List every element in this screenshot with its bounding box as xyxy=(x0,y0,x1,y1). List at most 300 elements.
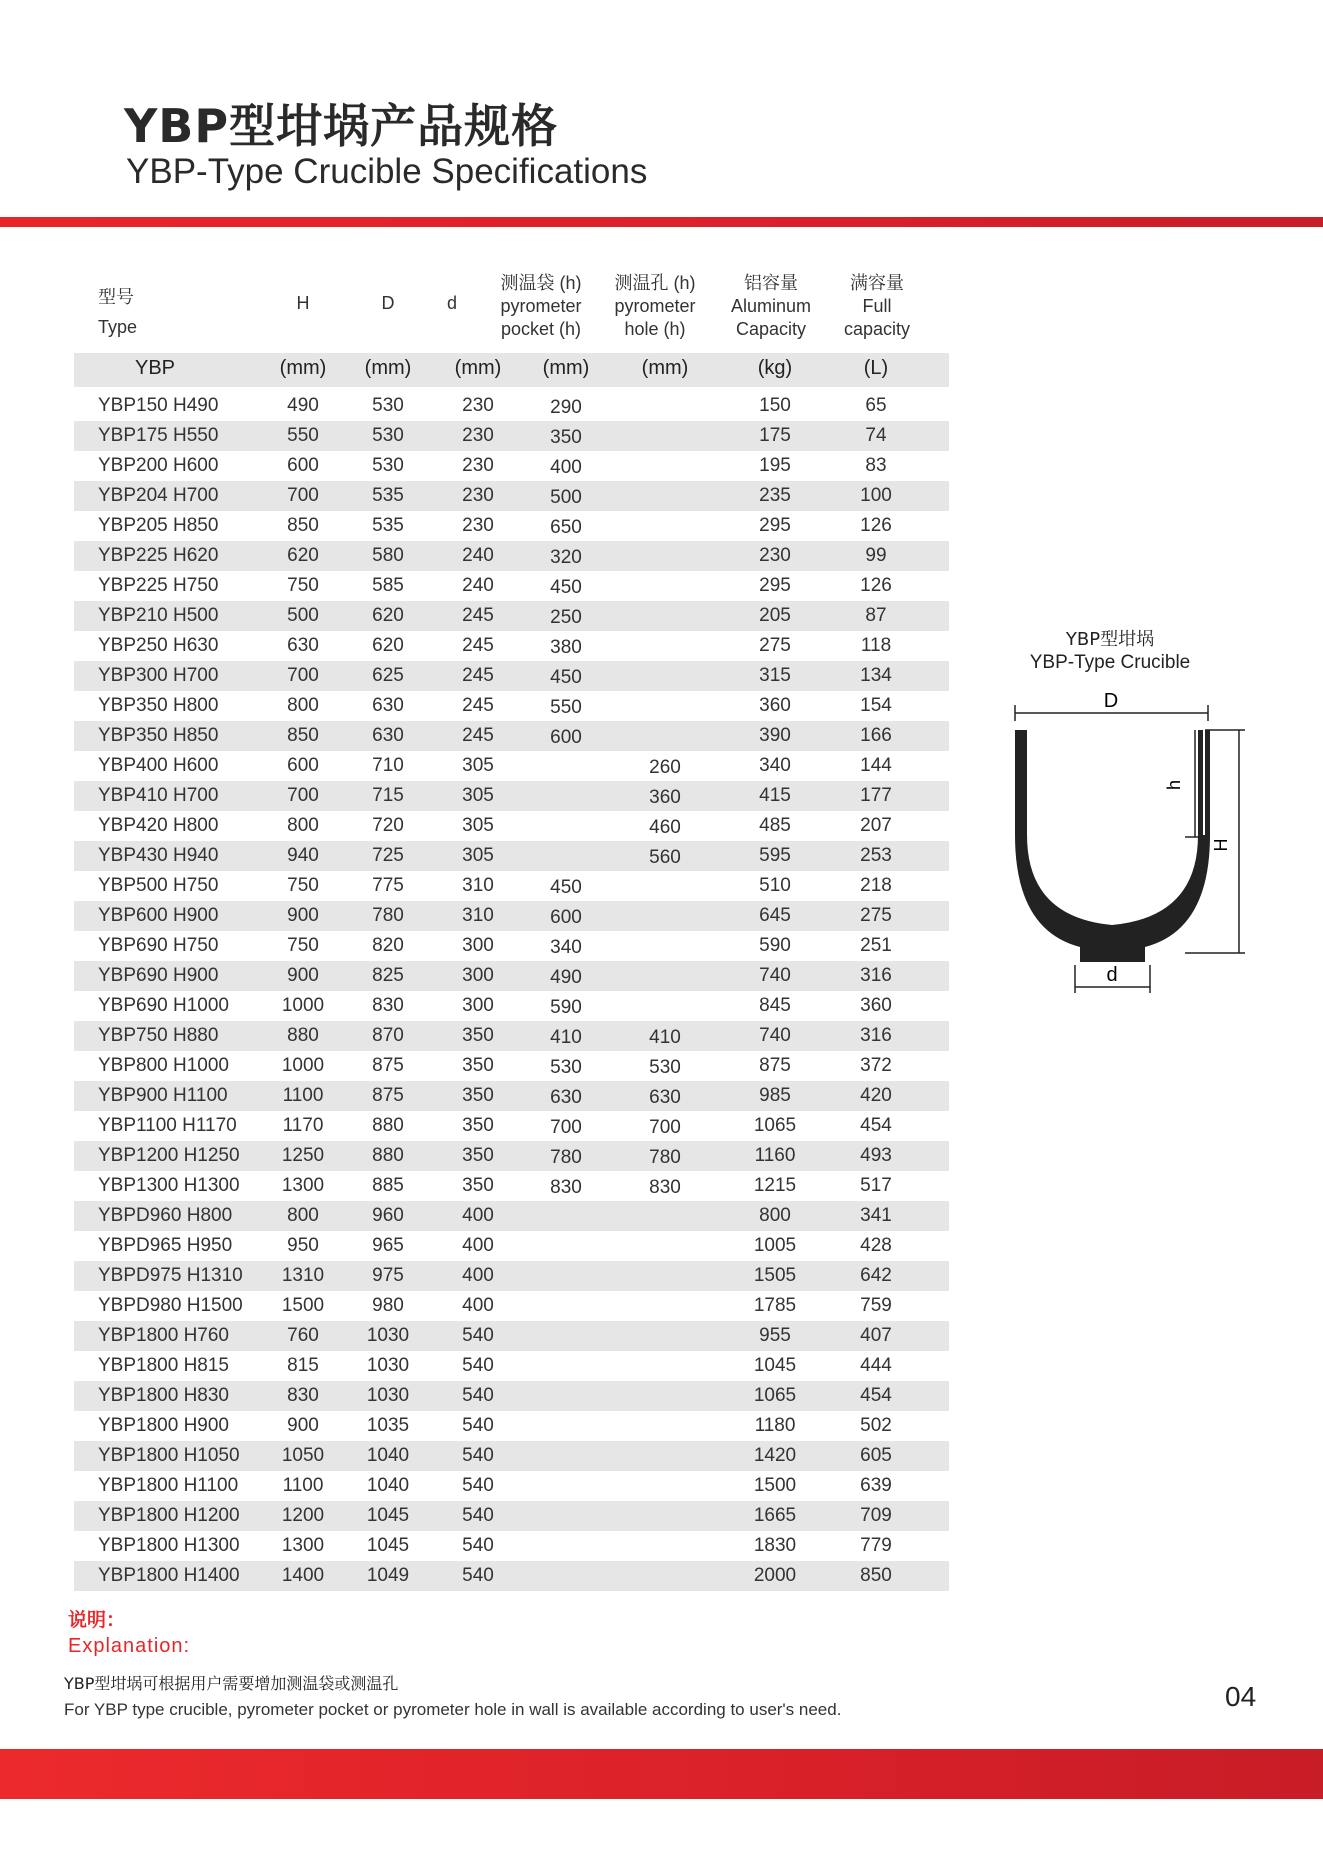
cell-type: YBP400 H600 xyxy=(98,755,219,776)
cell-h: 1400 xyxy=(281,1565,325,1586)
cell-small-d: 245 xyxy=(462,605,494,626)
table-row xyxy=(74,421,949,451)
cell-type: YBP430 H940 xyxy=(98,845,219,866)
table-row xyxy=(74,451,949,481)
cell-full-capacity: 454 xyxy=(860,1115,892,1136)
cell-h: 800 xyxy=(287,695,319,716)
header-d: d xyxy=(446,293,457,313)
cell-small-d: 540 xyxy=(462,1325,494,1346)
cell-aluminum-capacity: 415 xyxy=(759,785,791,806)
cell-full-capacity: 428 xyxy=(860,1235,892,1256)
cell-big-d: 585 xyxy=(372,575,404,596)
cell-pyrometer-hole: 630 xyxy=(649,1087,681,1108)
header-type-en: Type xyxy=(98,317,138,337)
cell-pyrometer-pocket: 490 xyxy=(550,967,582,988)
cell-full-capacity: 779 xyxy=(860,1535,892,1556)
cell-h: 1000 xyxy=(281,1055,325,1076)
h: Full xyxy=(862,296,892,316)
cell-type: YBPD975 H1310 xyxy=(98,1265,243,1286)
header-pocket xyxy=(486,272,596,341)
cell-h: 800 xyxy=(287,815,319,836)
cell-pyrometer-pocket: 320 xyxy=(550,547,582,568)
cell-h: 940 xyxy=(287,845,319,866)
cell-full-capacity: 642 xyxy=(860,1265,892,1286)
cell-small-d: 400 xyxy=(462,1235,494,1256)
cell-big-d: 1030 xyxy=(366,1385,410,1406)
cell-h: 815 xyxy=(287,1355,319,1376)
cell-full-capacity: 316 xyxy=(860,1025,892,1046)
cell-type: YBP410 H700 xyxy=(98,785,219,806)
cell-pyrometer-hole: 830 xyxy=(649,1177,681,1198)
cell-aluminum-capacity: 1045 xyxy=(753,1355,797,1376)
cell-pyrometer-hole: 360 xyxy=(649,787,681,808)
cell-full-capacity: 759 xyxy=(860,1295,892,1316)
cell-aluminum-capacity: 205 xyxy=(759,605,791,626)
cell-big-d: 1030 xyxy=(366,1325,410,1346)
cell-pyrometer-pocket: 700 xyxy=(550,1117,582,1138)
table-row xyxy=(74,721,949,751)
cell-big-d: 975 xyxy=(372,1265,404,1286)
cell-type: YBP150 H490 xyxy=(98,395,219,416)
cell-pyrometer-pocket: 550 xyxy=(550,697,582,718)
cell-aluminum-capacity: 875 xyxy=(759,1055,791,1076)
cell-small-d: 310 xyxy=(462,905,494,926)
cell-type: YBP225 H750 xyxy=(98,575,219,596)
cell-h: 1100 xyxy=(282,1475,324,1496)
cell-full-capacity: 134 xyxy=(860,665,892,686)
cell-type: YBPD965 H950 xyxy=(98,1235,233,1256)
cell-small-d: 245 xyxy=(462,665,494,686)
cell-full-capacity: 605 xyxy=(860,1445,892,1466)
cell-type: YBP1800 H1050 xyxy=(98,1445,240,1466)
cell-aluminum-capacity: 315 xyxy=(759,665,791,686)
table-row xyxy=(74,631,949,661)
cell-aluminum-capacity: 1215 xyxy=(753,1175,797,1196)
cell-aluminum-capacity: 1180 xyxy=(754,1415,796,1436)
header-aluminum xyxy=(716,272,826,341)
cell-small-d: 540 xyxy=(462,1355,494,1376)
cell-h: 850 xyxy=(287,725,319,746)
cell-pyrometer-hole: 460 xyxy=(649,817,681,838)
cell-big-d: 630 xyxy=(372,695,404,716)
cell-h: 750 xyxy=(287,935,319,956)
cell-big-d: 620 xyxy=(372,605,404,626)
table-row xyxy=(74,1321,949,1351)
cell-pyrometer-pocket: 650 xyxy=(550,517,582,538)
cell-aluminum-capacity: 955 xyxy=(759,1325,791,1346)
cell-pyrometer-pocket: 290 xyxy=(550,397,582,418)
cell-big-d: 1049 xyxy=(366,1565,410,1586)
cell-h: 950 xyxy=(287,1235,319,1256)
cell-big-d: 535 xyxy=(372,515,404,536)
cell-big-d: 880 xyxy=(372,1115,404,1136)
h: 铝容量 xyxy=(744,273,798,293)
cell-type: YBP250 H630 xyxy=(98,635,219,656)
cell-small-d: 230 xyxy=(462,425,494,446)
cell-type: YBP350 H800 xyxy=(98,695,219,716)
cell-type: YBPD980 H1500 xyxy=(98,1295,243,1316)
cell-small-d: 230 xyxy=(462,485,494,506)
explanation-note-en: For YBP type crucible, pyrometer pocket or pyrometer hole in wall is available according to user's need. xyxy=(64,1700,842,1719)
cell-big-d: 530 xyxy=(372,455,404,476)
cell-aluminum-capacity: 295 xyxy=(759,515,791,536)
cell-full-capacity: 275 xyxy=(860,905,892,926)
cell-full-capacity: 100 xyxy=(860,485,892,506)
cell-type: YBP1800 H1100 xyxy=(98,1475,239,1496)
cell-small-d: 300 xyxy=(462,995,494,1016)
cell-pyrometer-pocket: 250 xyxy=(550,607,582,628)
h: pocket (h) xyxy=(500,319,582,339)
cell-full-capacity: 493 xyxy=(860,1145,892,1166)
cell-small-d: 540 xyxy=(462,1385,494,1406)
cell-type: YBP500 H750 xyxy=(98,875,219,896)
cell-small-d: 350 xyxy=(462,1115,494,1136)
header-hole xyxy=(600,272,710,341)
cell-aluminum-capacity: 845 xyxy=(759,995,791,1016)
cell-aluminum-capacity: 2000 xyxy=(753,1565,797,1586)
cell-type: YBP690 H900 xyxy=(98,965,219,986)
cell-aluminum-capacity: 590 xyxy=(759,935,791,956)
table-row xyxy=(74,1171,949,1201)
cell-small-d: 245 xyxy=(462,695,494,716)
cell-type: YBP1100 H1170 xyxy=(98,1115,237,1136)
cell-type: YBP690 H750 xyxy=(98,935,219,956)
cell-full-capacity: 177 xyxy=(860,785,892,806)
cell-type: YBP1800 H830 xyxy=(98,1385,229,1406)
cell-aluminum-capacity: 390 xyxy=(759,725,791,746)
top-red-bar xyxy=(0,217,1323,227)
cell-full-capacity: 207 xyxy=(860,815,892,836)
cell-aluminum-capacity: 1065 xyxy=(753,1385,797,1406)
cell-aluminum-capacity: 1160 xyxy=(754,1145,796,1166)
cell-h: 880 xyxy=(287,1025,319,1046)
cell-big-d: 870 xyxy=(372,1025,404,1046)
label-d: d xyxy=(1106,964,1118,986)
h: hole (h) xyxy=(624,319,686,339)
cell-h: 1300 xyxy=(281,1175,325,1196)
cell-type: YBP420 H800 xyxy=(98,815,219,836)
cell-full-capacity: 251 xyxy=(860,935,892,956)
cell-type: YBP1800 H1300 xyxy=(98,1535,240,1556)
cell-small-d: 350 xyxy=(462,1085,494,1106)
cell-h: 1000 xyxy=(281,995,325,1016)
cell-full-capacity: 126 xyxy=(860,515,892,536)
cell-big-d: 630 xyxy=(372,725,404,746)
cell-type: YBP210 H500 xyxy=(98,605,219,626)
cell-h: 490 xyxy=(287,395,319,416)
cell-h: 1250 xyxy=(281,1145,325,1166)
cell-aluminum-capacity: 1065 xyxy=(753,1115,797,1136)
unit-small-d: (mm) xyxy=(454,357,502,379)
table-row xyxy=(74,1141,949,1171)
cell-full-capacity: 407 xyxy=(860,1325,892,1346)
cell-small-d: 540 xyxy=(462,1475,494,1496)
cell-small-d: 245 xyxy=(462,725,494,746)
table-row xyxy=(74,961,949,991)
cell-type: YBP205 H850 xyxy=(98,515,219,536)
cell-pyrometer-hole: 410 xyxy=(649,1027,681,1048)
cell-aluminum-capacity: 1785 xyxy=(753,1295,797,1316)
cell-full-capacity: 154 xyxy=(860,695,892,716)
cell-type: YBP1300 H1300 xyxy=(98,1175,240,1196)
table-row xyxy=(74,1201,949,1231)
cell-type: YBP204 H700 xyxy=(98,485,219,506)
cell-small-d: 305 xyxy=(462,845,494,866)
cell-small-d: 300 xyxy=(462,965,494,986)
cell-big-d: 780 xyxy=(372,905,404,926)
cell-full-capacity: 850 xyxy=(860,1565,892,1586)
cell-big-d: 885 xyxy=(372,1175,404,1196)
h: Capacity xyxy=(735,319,807,339)
cell-pyrometer-pocket: 350 xyxy=(550,427,582,448)
table-row xyxy=(74,1081,949,1111)
cell-big-d: 830 xyxy=(372,995,404,1016)
cell-h: 900 xyxy=(287,1415,319,1436)
cell-full-capacity: 144 xyxy=(860,755,892,776)
table-row xyxy=(74,1351,949,1381)
cell-full-capacity: 372 xyxy=(860,1055,892,1076)
cell-small-d: 230 xyxy=(462,455,494,476)
bottom-red-bar xyxy=(0,1749,1323,1799)
cell-pyrometer-pocket: 410 xyxy=(550,1027,582,1048)
cell-aluminum-capacity: 230 xyxy=(759,545,791,566)
h: pyrometer xyxy=(614,296,696,316)
cell-small-d: 305 xyxy=(462,815,494,836)
cell-small-d: 310 xyxy=(462,875,494,896)
cell-type: YBP300 H700 xyxy=(98,665,219,686)
cell-type: YBP350 H850 xyxy=(98,725,219,746)
cell-type: YBP1800 H815 xyxy=(98,1355,229,1376)
cell-full-capacity: 341 xyxy=(860,1205,892,1226)
cell-aluminum-capacity: 740 xyxy=(759,1025,791,1046)
cell-small-d: 240 xyxy=(462,545,494,566)
cell-pyrometer-pocket: 380 xyxy=(550,637,582,658)
table-row xyxy=(74,991,949,1021)
cell-aluminum-capacity: 235 xyxy=(759,485,791,506)
cell-h: 1500 xyxy=(281,1295,325,1316)
cell-aluminum-capacity: 1500 xyxy=(753,1475,797,1496)
cell-big-d: 715 xyxy=(372,785,404,806)
cell-full-capacity: 65 xyxy=(865,395,887,416)
label-H: H xyxy=(1211,838,1231,852)
cell-pyrometer-hole: 260 xyxy=(649,757,681,778)
cell-small-d: 400 xyxy=(462,1205,494,1226)
table-row xyxy=(74,1111,949,1141)
cell-h: 830 xyxy=(287,1385,319,1406)
table-row xyxy=(74,1231,949,1261)
cell-type: YBPD960 H800 xyxy=(98,1205,233,1226)
cell-h: 620 xyxy=(287,545,319,566)
cell-pyrometer-pocket: 830 xyxy=(550,1177,582,1198)
cell-big-d: 580 xyxy=(372,545,404,566)
h: 满容量 xyxy=(850,273,904,293)
diagram-title-cn: YBP型坩埚 xyxy=(1065,629,1155,650)
crucible-diagram xyxy=(1005,685,1265,1005)
cell-big-d: 1045 xyxy=(366,1535,410,1556)
cell-h: 850 xyxy=(287,515,319,536)
h: 测温孔 (h) xyxy=(614,273,696,293)
table-row xyxy=(74,1291,949,1321)
cell-type: YBP900 H1100 xyxy=(98,1085,228,1106)
cell-aluminum-capacity: 1830 xyxy=(753,1535,797,1556)
cell-aluminum-capacity: 985 xyxy=(759,1085,791,1106)
cell-full-capacity: 218 xyxy=(860,875,892,896)
cell-h: 700 xyxy=(287,485,319,506)
cell-pyrometer-pocket: 590 xyxy=(550,997,582,1018)
cell-full-capacity: 502 xyxy=(860,1415,892,1436)
header-D: D xyxy=(381,293,395,313)
cell-small-d: 400 xyxy=(462,1295,494,1316)
page-title-cn: YBP型坩埚产品规格 xyxy=(124,99,559,153)
cell-aluminum-capacity: 595 xyxy=(759,845,791,866)
cell-aluminum-capacity: 1665 xyxy=(753,1505,797,1526)
table-row xyxy=(74,691,949,721)
cell-big-d: 825 xyxy=(372,965,404,986)
cell-full-capacity: 454 xyxy=(860,1385,892,1406)
header-type-cn: 型号 xyxy=(98,287,134,307)
cell-small-d: 245 xyxy=(462,635,494,656)
cell-aluminum-capacity: 485 xyxy=(759,815,791,836)
cell-h: 1170 xyxy=(282,1115,324,1136)
cell-h: 1100 xyxy=(282,1085,324,1106)
cell-aluminum-capacity: 360 xyxy=(759,695,791,716)
cell-big-d: 725 xyxy=(372,845,404,866)
cell-aluminum-capacity: 800 xyxy=(759,1205,791,1226)
cell-h: 700 xyxy=(287,665,319,686)
cell-full-capacity: 420 xyxy=(860,1085,892,1106)
cell-big-d: 1035 xyxy=(366,1415,410,1436)
table-row xyxy=(74,1051,949,1081)
table-row xyxy=(74,781,949,811)
cell-type: YBP800 H1000 xyxy=(98,1055,229,1076)
cell-big-d: 720 xyxy=(372,815,404,836)
cell-full-capacity: 444 xyxy=(860,1355,892,1376)
cell-type: YBP1800 H1200 xyxy=(98,1505,240,1526)
table-row xyxy=(74,661,949,691)
label-h: h xyxy=(1164,779,1184,791)
cell-small-d: 240 xyxy=(462,575,494,596)
cell-full-capacity: 316 xyxy=(860,965,892,986)
cell-full-capacity: 709 xyxy=(860,1505,892,1526)
cell-pyrometer-pocket: 450 xyxy=(550,577,582,598)
cell-aluminum-capacity: 1005 xyxy=(753,1235,797,1256)
cell-aluminum-capacity: 340 xyxy=(759,755,791,776)
cell-big-d: 875 xyxy=(372,1055,404,1076)
unit-type: YBP xyxy=(134,357,176,379)
cell-pyrometer-pocket: 780 xyxy=(550,1147,582,1168)
cell-full-capacity: 74 xyxy=(865,425,887,446)
table-row xyxy=(74,1561,949,1591)
cell-big-d: 625 xyxy=(372,665,404,686)
unit-aluminum-capacity: (kg) xyxy=(757,357,793,379)
table-row xyxy=(74,1021,949,1051)
cell-h: 750 xyxy=(287,875,319,896)
cell-pyrometer-pocket: 630 xyxy=(550,1087,582,1108)
cell-aluminum-capacity: 295 xyxy=(759,575,791,596)
cell-type: YBP690 H1000 xyxy=(98,995,229,1016)
cell-aluminum-capacity: 1505 xyxy=(753,1265,797,1286)
unit-full-capacity: (L) xyxy=(863,357,889,379)
table-row xyxy=(74,1531,949,1561)
cell-h: 900 xyxy=(287,965,319,986)
cell-small-d: 540 xyxy=(462,1505,494,1526)
table-row xyxy=(74,811,949,841)
cell-pyrometer-hole: 560 xyxy=(649,847,681,868)
cell-type: YBP1800 H900 xyxy=(98,1415,229,1436)
cell-small-d: 400 xyxy=(462,1265,494,1286)
cell-h: 750 xyxy=(287,575,319,596)
table-row xyxy=(74,871,949,901)
cell-small-d: 540 xyxy=(462,1565,494,1586)
cell-small-d: 305 xyxy=(462,785,494,806)
table-row xyxy=(74,1261,949,1291)
cell-aluminum-capacity: 195 xyxy=(759,455,791,476)
cell-h: 550 xyxy=(287,425,319,446)
cell-aluminum-capacity: 645 xyxy=(759,905,791,926)
cell-pyrometer-hole: 780 xyxy=(649,1147,681,1168)
cell-full-capacity: 87 xyxy=(865,605,887,626)
cell-h: 1050 xyxy=(281,1445,325,1466)
cell-type: YBP1800 H1400 xyxy=(98,1565,240,1586)
cell-h: 1300 xyxy=(281,1535,325,1556)
cell-pyrometer-pocket: 450 xyxy=(550,667,582,688)
table-row xyxy=(74,1441,949,1471)
cell-type: YBP225 H620 xyxy=(98,545,219,566)
cell-big-d: 1040 xyxy=(366,1475,410,1496)
cell-pyrometer-pocket: 450 xyxy=(550,877,582,898)
cell-h: 800 xyxy=(287,1205,319,1226)
cell-small-d: 350 xyxy=(462,1145,494,1166)
table-row xyxy=(74,841,949,871)
cell-big-d: 1030 xyxy=(366,1355,410,1376)
cell-small-d: 230 xyxy=(462,395,494,416)
h: pyrometer xyxy=(500,296,582,316)
h: 测温袋 (h) xyxy=(500,273,582,293)
table-row xyxy=(74,481,949,511)
cell-full-capacity: 639 xyxy=(860,1475,892,1496)
cell-pyrometer-pocket: 530 xyxy=(550,1057,582,1078)
table-row xyxy=(74,1411,949,1441)
table-row xyxy=(74,901,949,931)
cell-h: 600 xyxy=(287,455,319,476)
explanation-note-cn: YBP型坩埚可根据用户需要增加测温袋或测温孔 xyxy=(64,1674,399,1693)
cell-small-d: 230 xyxy=(462,515,494,536)
cell-small-d: 350 xyxy=(462,1025,494,1046)
cell-big-d: 960 xyxy=(372,1205,404,1226)
table-row xyxy=(74,391,949,421)
cell-big-d: 775 xyxy=(372,875,404,896)
header-H: H xyxy=(296,293,310,313)
cell-small-d: 350 xyxy=(462,1175,494,1196)
diagram-title-en: YBP-Type Crucible xyxy=(1029,652,1191,673)
cell-small-d: 350 xyxy=(462,1055,494,1076)
cell-aluminum-capacity: 510 xyxy=(759,875,791,896)
cell-big-d: 965 xyxy=(372,1235,404,1256)
cell-type: YBP1200 H1250 xyxy=(98,1145,240,1166)
cell-type: YBP175 H550 xyxy=(98,425,219,446)
cell-type: YBP1800 H760 xyxy=(98,1325,229,1346)
cell-small-d: 305 xyxy=(462,755,494,776)
cell-type: YBP200 H600 xyxy=(98,455,219,476)
cell-h: 760 xyxy=(287,1325,319,1346)
cell-small-d: 540 xyxy=(462,1415,494,1436)
cell-full-capacity: 118 xyxy=(860,635,892,656)
cell-big-d: 620 xyxy=(372,635,404,656)
cell-small-d: 300 xyxy=(462,935,494,956)
cell-type: YBP750 H880 xyxy=(98,1025,219,1046)
cell-big-d: 1040 xyxy=(366,1445,410,1466)
explanation-label-en: Explanation: xyxy=(68,1635,191,1657)
